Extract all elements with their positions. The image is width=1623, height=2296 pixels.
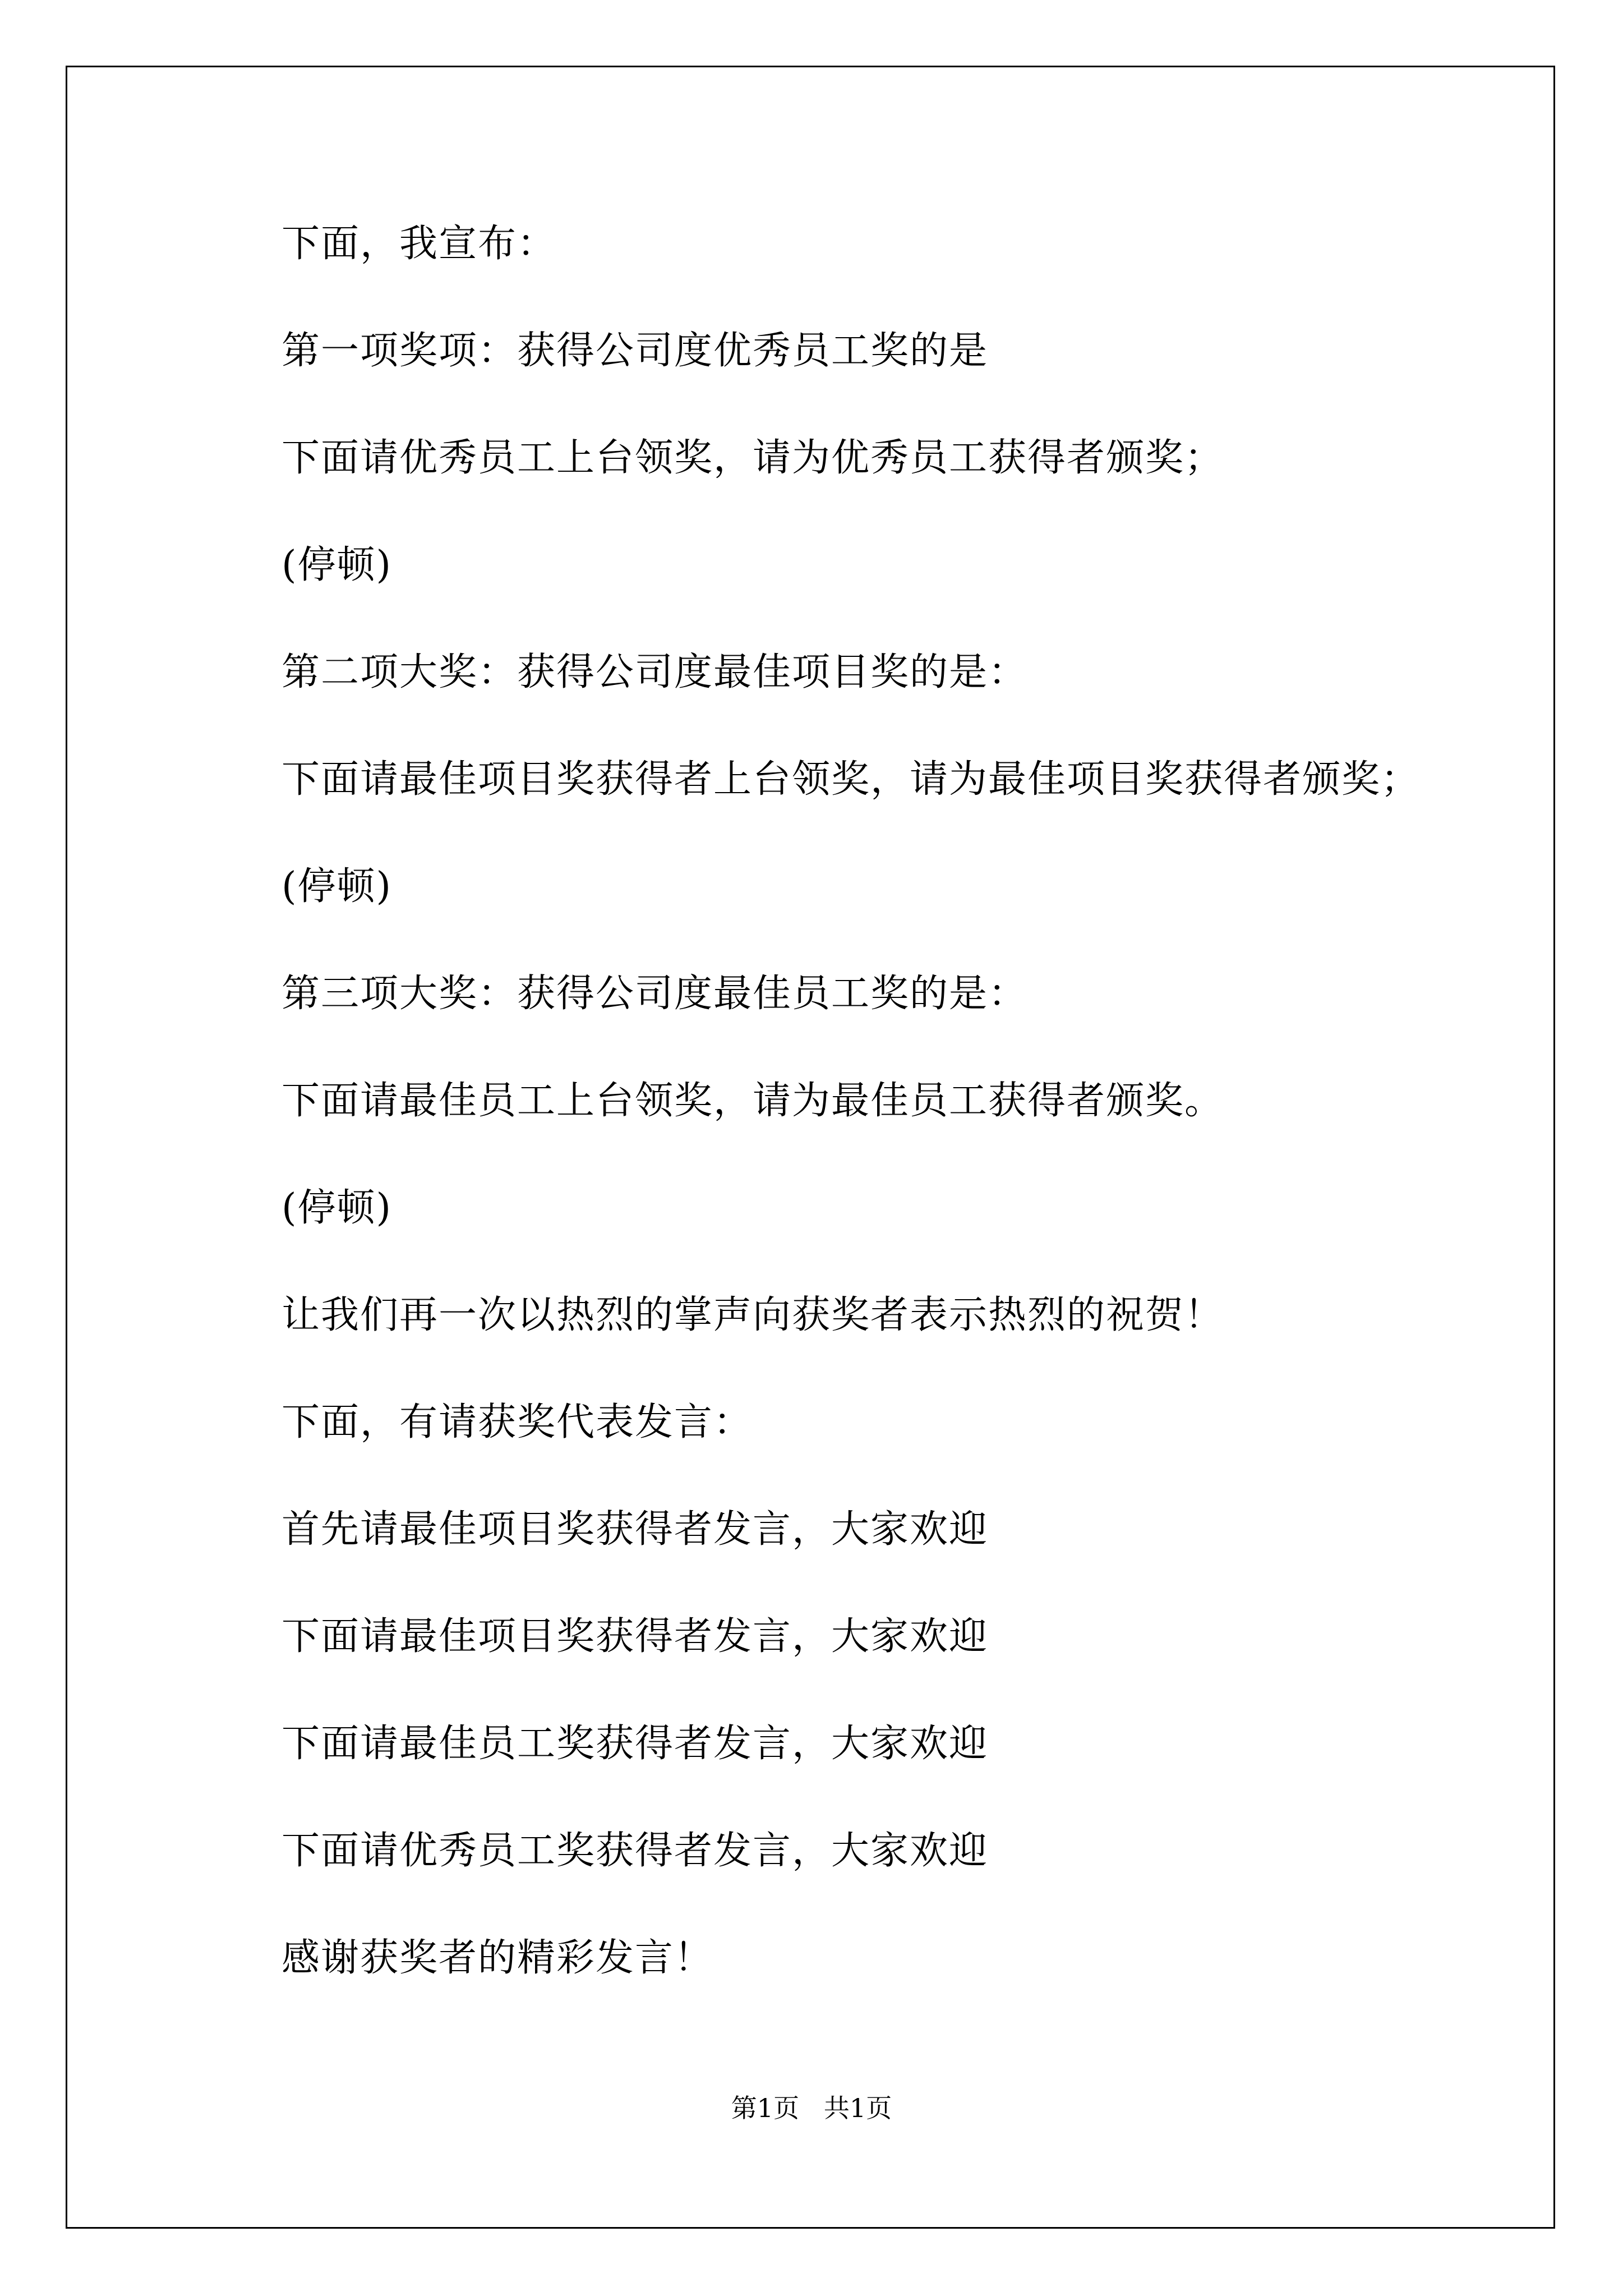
paragraph: (停顿)	[282, 864, 393, 909]
paragraph: 感谢获奖者的精彩发言！	[282, 1936, 714, 1980]
paragraph: 下面请优秀员工上台领奖，请为优秀员工获得者颁奖；	[282, 436, 1224, 480]
page-number-footer: 第1页 共1页	[731, 2093, 892, 2123]
paragraph: (停顿)	[282, 543, 393, 587]
paragraph: 第一项奖项：获得公司度优秀员工奖的是	[282, 329, 989, 373]
paragraph: 下面，我宣布：	[282, 222, 557, 266]
paragraph: 首先请最佳项目奖获得者发言，大家欢迎	[282, 1507, 989, 1552]
paragraph: 让我们再一次以热烈的掌声向获奖者表示热烈的祝贺！	[282, 1293, 1224, 1337]
paragraph: (停顿)	[282, 1186, 393, 1230]
paragraph: 下面请最佳项目奖获得者上台领奖，请为最佳项目奖获得者颁奖；	[282, 757, 1421, 802]
paragraph: 第二项大奖：获得公司度最佳项目奖的是：	[282, 650, 1028, 694]
document-body	[282, 222, 1538, 2043]
paragraph: 下面请最佳员工奖获得者发言，大家欢迎	[282, 1722, 989, 1766]
paragraph: 下面请优秀员工奖获得者发言，大家欢迎	[282, 1829, 989, 1873]
paragraph: 第三项大奖：获得公司度最佳员工奖的是：	[282, 972, 1028, 1016]
paragraph: 下面请最佳员工上台领奖，请为最佳员工获得者颁奖。	[282, 1079, 1224, 1123]
paragraph: 下面，有请获奖代表发言：	[282, 1400, 753, 1444]
paragraph: 下面请最佳项目奖获得者发言，大家欢迎	[282, 1614, 989, 1659]
